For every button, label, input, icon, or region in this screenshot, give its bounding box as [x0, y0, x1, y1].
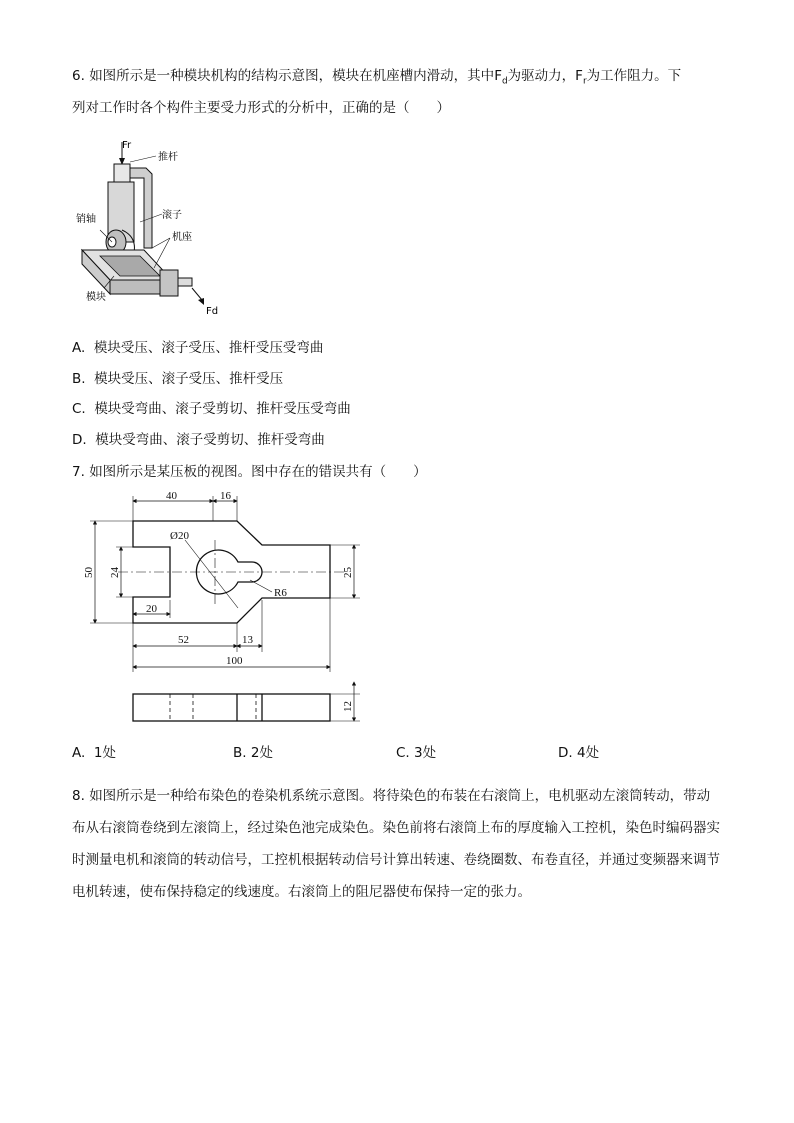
pressure-plate-drawing — [76, 488, 376, 738]
q7-option-c[interactable]: C. 3处 — [396, 745, 437, 761]
q6-option-c[interactable]: C. 模块受弯曲、滚子受剪切、推杆受压受弯曲 — [72, 401, 351, 417]
dim-12: 12 — [342, 701, 354, 712]
label-fd: Fd — [206, 306, 219, 317]
label-push-rod: 推杆 — [158, 152, 178, 163]
dim-25: 25 — [342, 567, 354, 578]
label-fr: Fr — [122, 140, 132, 151]
dim-40: 40 — [166, 490, 177, 502]
label-block: 模块 — [86, 292, 106, 303]
q7-option-d[interactable]: D. 4处 — [558, 745, 600, 761]
dim-r6: R6 — [274, 587, 287, 599]
dim-dia20: Ø20 — [170, 530, 189, 542]
q6-option-b[interactable]: B. 模块受压、滚子受压、推杆受压 — [72, 371, 284, 387]
label-roller: 滚子 — [162, 210, 182, 221]
module-mechanism-figure — [74, 138, 224, 318]
q6-stem-line1: 6. 如图所示是一种模块机构的结构示意图，模块在机座槽内滑动，其中$F_d$为驱动力，$F_r$为工作阻力。下 — [72, 68, 682, 87]
q7-option-a[interactable]: A. 1处 — [72, 745, 116, 761]
q7-stem: 7. 如图所示是某压板的视图。图中存在的错误共有（ ） — [72, 464, 427, 480]
q6-option-a[interactable]: A. 模块受压、滚子受压、推杆受压受弯曲 — [72, 340, 324, 356]
q6-option-d[interactable]: D. 模块受弯曲、滚子受剪切、推杆受弯曲 — [72, 432, 325, 448]
dim-20: 20 — [146, 603, 157, 615]
dim-52: 52 — [178, 634, 189, 646]
dim-13: 13 — [242, 634, 253, 646]
dim-16: 16 — [220, 490, 231, 502]
label-base: 机座 — [172, 232, 192, 243]
q7-option-b[interactable]: B. 2处 — [233, 745, 273, 761]
q8-text: 8. 如图所示是一种给布染色的卷染机系统示意图。将待染色的布装在右滚筒上，电机驱动左滚筒转动，带动布从右滚筒卷绕到左滚筒上，经过染色池完成染色。染色前将右滚筒上布的厚度输入工控机，染色时编码器实时测量电机和滚筒的转动信号，工控机根据转动信号计算出转速、卷绕圈数、布卷直径，并通过变频器来调节电机转速，使布保持稳定的线速度。右滚筒上的阻尼器使布保持一定的张力。 — [72, 788, 720, 900]
q6-stem-line2: 列对工作时各个构件主要受力形式的分析中，正确的是（ ） — [72, 100, 450, 116]
dim-24: 24 — [109, 567, 121, 578]
label-pin: 销轴 — [76, 214, 96, 225]
dim-50: 50 — [83, 567, 95, 578]
dim-100: 100 — [226, 655, 243, 667]
